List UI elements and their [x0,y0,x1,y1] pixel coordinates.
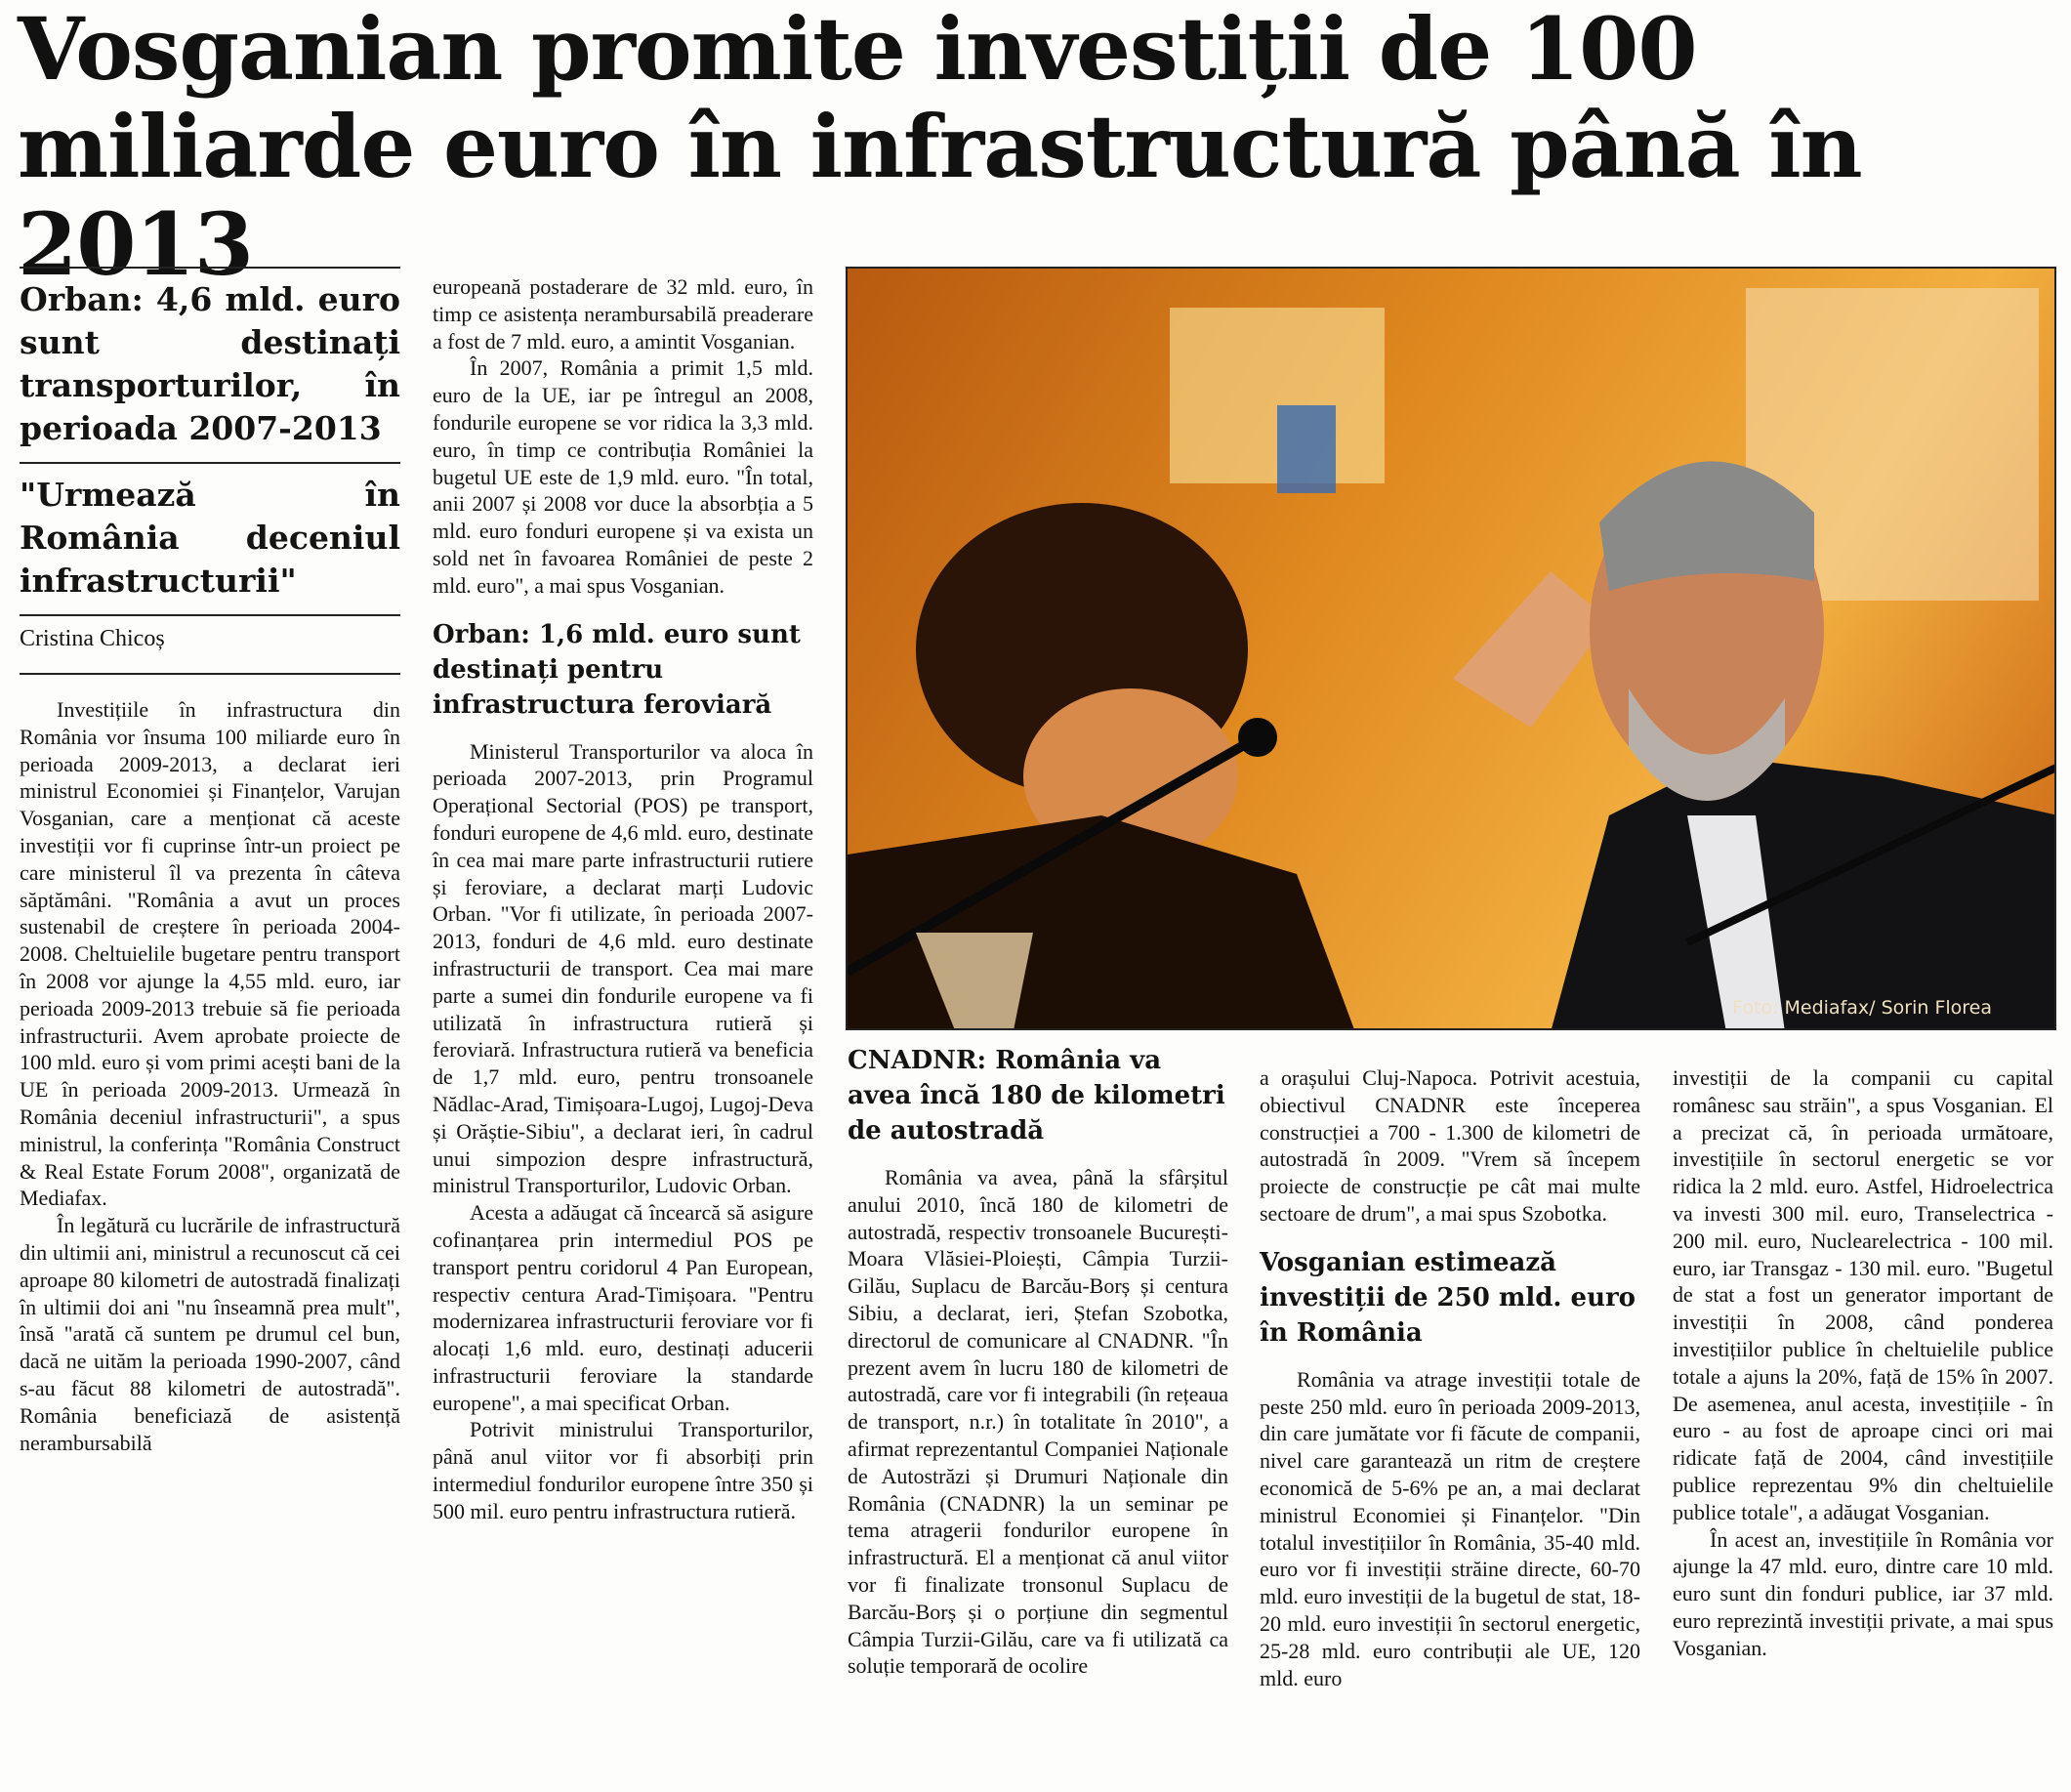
column-4 [1260,1064,1640,1691]
headline: Vosganian promite investiții de 100 miliarde euro în infrastructură până în 2013 [18,0,1862,295]
body-paragraph: a orașului Cluj-Napoca. Potrivit acestuia, obiectivul CNADNR este începerea construcției a 700 - 1.300 de kilometri de autostradă în 2009. "Vrem să începem proiecte de construcție pe cât mai multe sectoare de drum", a mai spus Szobotka. [1260,1065,1640,1226]
body-paragraph: investiții de la companii cu capital românesc sau străin", a spus Vosganian. El a precizat că, în perioada următoare, investițiile în sectorul energetic se vor ridica la 2 mld. euro. Astfel, Hidroelectrica va investi 300 mil. euro, Transelectrica - 200 mil. euro, Nuclearelectrica - 100 mil. euro, iar Transgaz - 130 mil. euro. "Bugetul de stat a fost un generator important de investiții în 2008, când ponderea investițiilor publice în cheltuielile publice totale a ajuns la 20%, față de 15% în 2007. De asemenea, anul acesta, investițiile - în euro - au fost de aproape cinci ori mai ridicate față de 2004, când investițiile publice reprezentau 9% din cheltuielile publice totale", a adăugat Vosganian. [1673,1065,2053,1524]
subhead-vosganian: Vosganian estimează investiții de 250 mld. euro în România [1260,1247,1636,1348]
column-5 [1673,1064,2053,1662]
body-paragraph: În acest an, investițiile în România vor ajunge la 47 mld. euro, dintre care 10 mld. euro sunt din fonduri publice, iar 37 mld. euro reprezintă investiții private, a mai spus Vosganian. [1673,1526,2053,1660]
column-3 [848,1043,1228,1680]
body-paragraph: În legătură cu lucrările de infrastructură din ultimii ani, ministrul a recunoscut că cei aproape 80 kilometri de autostradă finalizați în ultimii doi ani "nu înseamnă prea mult", însă "arată că suntem pe drumul cel bun, dacă ne uităm la perioada 1990-2007, când s-au făcut 88 kilometri de autostradă". România beneficiază de asistență nerambursabilă [20,1213,400,1455]
byline: Cristina Chicoș [20,626,165,651]
kicker-orban: Orban: 4,6 mld. euro sunt destinați transporturilor, în perioada 2007-2013 [20,280,400,447]
photo-illustration [848,269,2056,1030]
body-paragraph: În 2007, România a primit 1,5 mld. euro de la UE, iar pe întregul an 2008, fondurile europene se vor ridica la 3,3 mld. euro, în timp ce contribuția României la bugetul UE este de 1,9 mld. euro. "În total, anii 2007 și 2008 vor duce la absorbția a 5 mld. euro fonduri europene și va exista un sold net în favoarea României de peste 2 mld. euro", a mai spus Vosganian. [433,355,813,598]
body-paragraph: România va atrage investiții totale de peste 250 mld. euro în perioada 2009-2013, din care jumătate vor fi făcute de companii, nivel care garantează un ritm de creștere economică de 5-6% pe an, a mai declarat ministrul Economiei și Finanțelor. "Din totalul investițiilor în România, 35-40 mld. euro vor fi investiții străine directe, 60-70 mld. euro investiții de la bugetul de stat, 18-20 mld. euro investiții în sectorul energetic, 25-28 mld. euro contribuții ale UE, 120 mld. euro [1260,1366,1640,1690]
rule [20,462,400,464]
kicker-quote: "Urmează în România deceniul infrastructurii" [20,476,400,600]
photo-credit: Foto: Mediafax/ Sorin Florea [1732,997,1992,1019]
rule [20,673,400,675]
subhead-rail: Orban: 1,6 mld. euro sunt destinați pentru infrastructura feroviară [433,619,801,720]
body-paragraph: Ministerul Transporturilor va aloca în perioada 2007-2013, prin Programul Operațional Sectorial (POS) pe transport, fonduri europene de 4,6 mld. euro, destinate în cea mai mare parte infrastructurii rutiere și feroviare, a declarat marți Ludovic Orban. "Vor fi utilizate, în perioada 2007-2013, fonduri de 4,6 mld. euro destinate infrastructurii de transport. Cea mai mare parte a sumei din fondurile europene va fi utilizată în infrastructura rutieră și feroviară. Infrastructura rutieră va beneficia de 1,7 mld. euro, pentru tronsoanele Nădlac-Arad, Timișoara-Lugoj, Lugoj-Deva și Orăștie-Sibiu", a declarat ieri, în cadrul unui simpozion despre infrastructură, ministrul Transporturilor, Ludovic Orban. [433,738,813,1198]
column-2 [433,273,813,1525]
body-paragraph: România va avea, până la sfârșitul anului 2010, încă 180 de kilometri de autostradă, respectiv tronsoanele București-Moara Vlăsiei-Ploiești, Câmpia Turzii-Gilău, Suplacu de Barcău-Borș și centura Sibiu, a declarat, ieri, Ștefan Szobotka, directorul de comunicare al CNADNR. "În prezent avem în lucru 180 de kilometri de autostradă, care vor fi integrabili (în rețeaua de transport, n.r.) în totalitate în 2010", a afirmat reprezentantul Companiei Naționale de Autostrăzi și Drumuri Naționale din România (CNADNR) la un seminar pe tema atragerii fondurilor europene în infrastructură. El a menționat că anul viitor vor fi finalizate tronsonul Suplacu de Barcău-Borș și o porțiune din segmentul Câmpia Turzii-Gilău, care va fi utilizată ca soluție temporară de ocolire [848,1165,1228,1679]
body-paragraph: europeană postaderare de 32 mld. euro, în timp ce asistența nerambursabilă preaderare a fost de 7 mld. euro, a amintit Vosganian. [433,274,813,354]
rule [20,614,400,616]
news-photo [846,267,2056,1030]
body-paragraph: Potrivit ministrului Transporturilor, până anul viitor vor fi absorbiți prin intermediul fondurilor europene între 350 și 500 mil. euro pentru infrastructura rutieră. [433,1417,813,1523]
subhead-cnadnr: CNADNR: România va avea încă 180 de kilometri de autostradă [848,1046,1225,1146]
body-paragraph: Acesta a adăugat că încearcă să asigure cofinanțarea prin intermediul POS pe transport pentru coridorul 4 Pan European, respectiv centura Arad-Timișoara. "Pentru modernizarea infrastructurii feroviare vor fi alocați 1,6 mld. euro, destinați aducerii infrastructurii feroviare la standarde europene", a mai specificat Orban. [433,1200,813,1415]
column-1 [20,267,400,1456]
rule [20,267,400,269]
body-paragraph: Investițiile în infrastructura din România vor însuma 100 miliarde euro în perioada 2009-2013, a declarat ieri ministrul Economiei și Finanțelor, Varujan Vosganian, care a menționat că aceste investiții vor fi cuprinse într-un proiect pe care ministerul îl va prezenta în câteva săptămâni. "România a avut un proces sustenabil de creștere în perioada 2004-2008. Cheltuielile bugetare pentru transport în 2008 vor ajunge la 4,55 mld. euro, iar perioada 2009-2013 trebuie să fie perioada infrastructurii. Avem aprobate proiecte de 100 mld. euro și vom primi acești bani de la UE în perioada 2009-2013. Urmează în România deceniul infrastructurii", a spus ministrul, la conferința "România Construct & Real Estate Forum 2008", organizată de Mediafax. [20,697,400,1211]
